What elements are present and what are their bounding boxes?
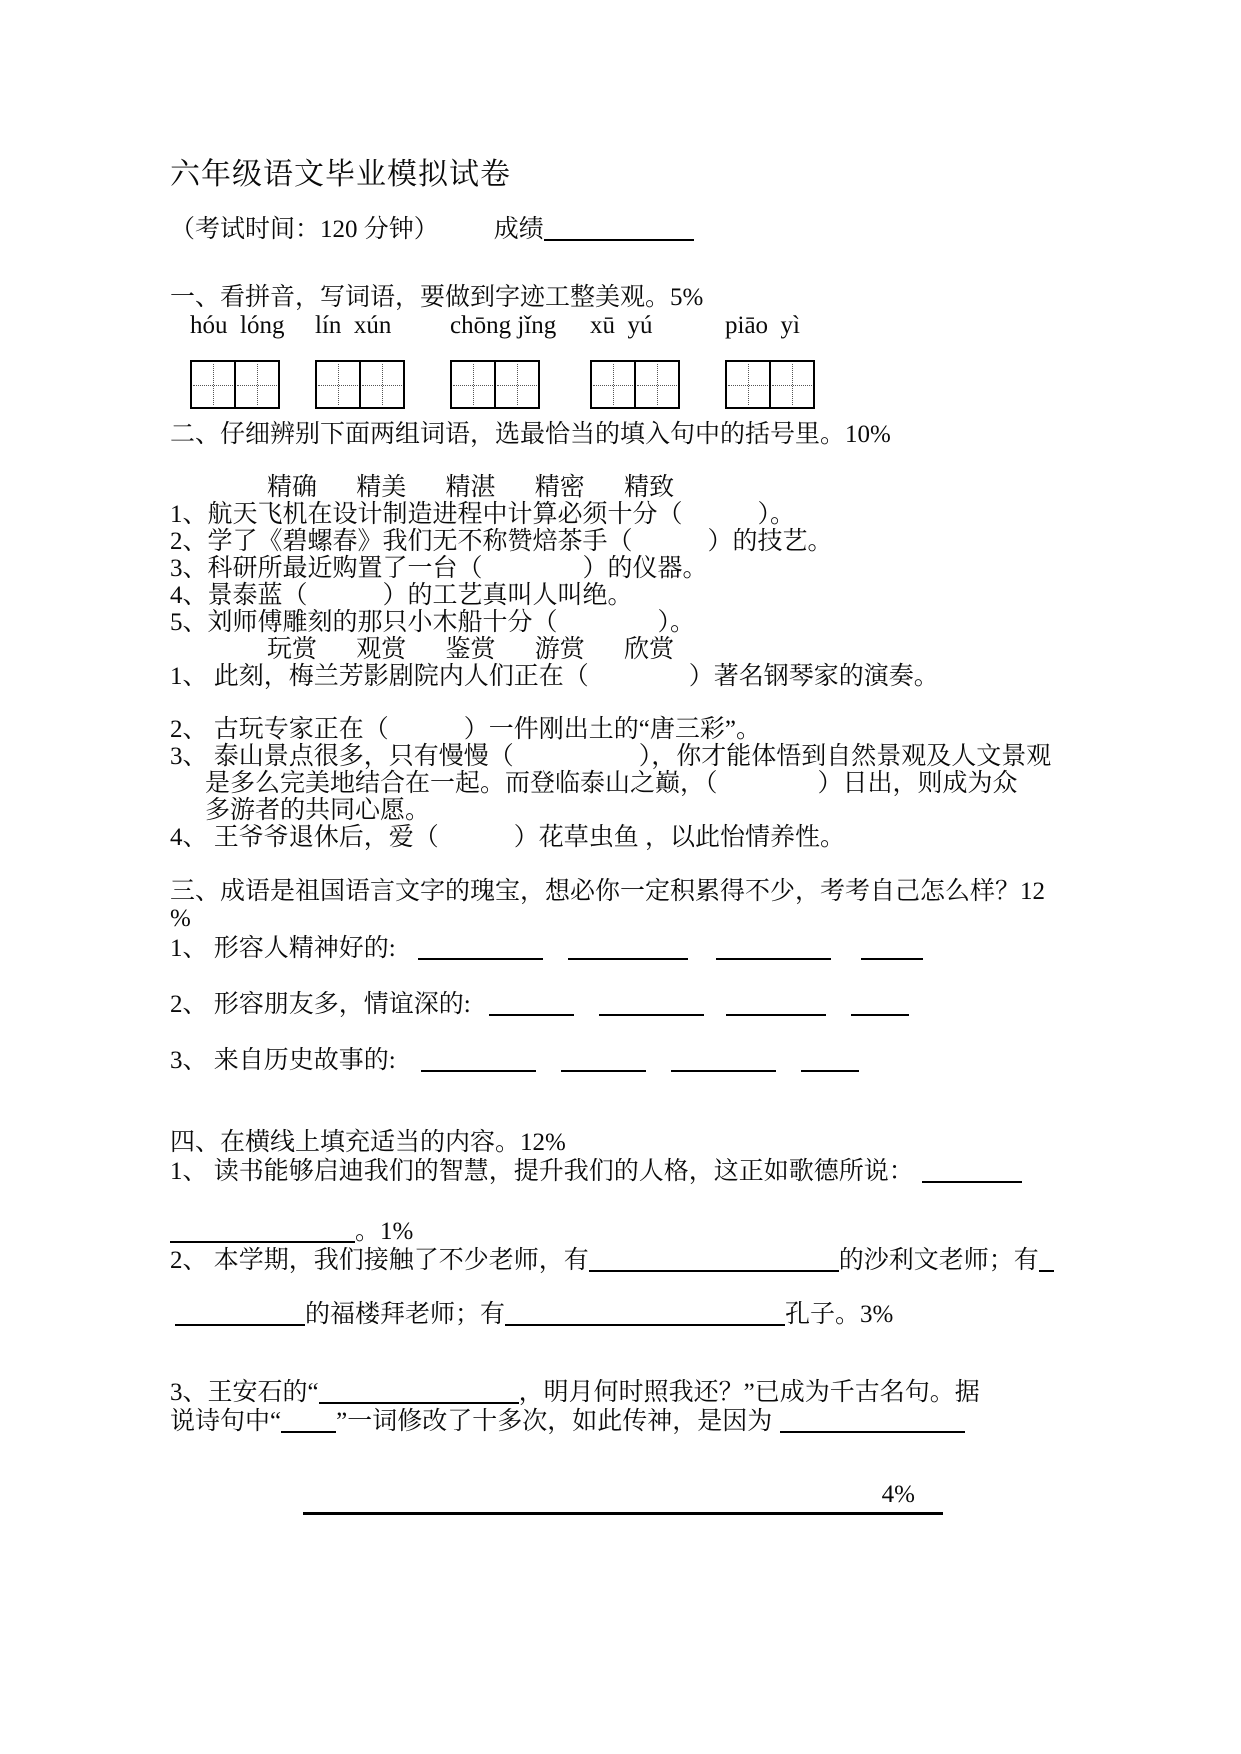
question-item: 2、学了《碧螺春》我们无不称赞焙茶手（ ）的技艺。 [170,528,833,555]
question-text: 说诗句中“ [170,1408,282,1435]
question-item: 2、 古玩专家正在（ ）一件刚出土的“唐三彩”。 [170,716,761,743]
question-text: 3、王安石的“ [170,1379,319,1406]
word-bank-word: 玩赏 [267,636,318,663]
exam-time-label: （考试时间：120 分钟） [170,216,439,243]
word-bank-word: 精美 [356,474,407,501]
writing-cell [494,362,538,407]
section2-heading: 二、仔细辨别下面两组词语，选最恰当的填入句中的括号里。10% [170,421,891,448]
section3-heading-line2: % [170,905,191,932]
answer-blank [589,1245,839,1272]
writing-boxes-row [170,360,1146,409]
word-bank-word: 精密 [534,474,585,501]
question-item: 5、刘师傅雕刻的那只小木船十分（ ）。 [170,609,696,636]
fill-question-line [170,1216,1146,1245]
word-bank-word: 欣赏 [624,636,675,663]
pinyin-word: hóu lóng [190,312,285,339]
score-4-label: 4% [881,1481,915,1508]
idiom-question [170,1045,1146,1074]
idiom-question [170,933,1146,962]
question-item: 1、航天飞机在设计制造进程中计算必须十分（ ）。 [170,501,796,528]
pinyin-word: piāo yì [725,312,800,339]
question-item: 4、景泰蓝（ ）的工艺真叫人叫绝。 [170,582,633,609]
question-text: 。1% [355,1218,414,1245]
score-label: 成绩 [493,216,544,243]
writing-box-group [190,360,280,409]
writing-box-group [590,360,680,409]
section3-heading [170,878,1146,932]
answer-blank [170,1216,355,1243]
pinyin-word: chōng jǐng [450,312,557,339]
writing-cell [727,362,769,407]
answer-blank [281,1406,336,1433]
word-bank-word: 游赏 [534,636,585,663]
answer-blank [505,1299,785,1326]
writing-cell [192,362,234,407]
writing-cell [452,362,494,407]
answer-blank [922,1156,1022,1183]
question-item: 1、 此刻，梅兰芳影剧院内人们正在（ ）著名钢琴家的演奏。 [170,663,939,690]
word-bank-word: 精湛 [445,474,496,501]
question-text: 的福楼拜老师；有 [305,1301,506,1328]
answer-blank [418,933,543,960]
fill-question-line [170,1245,1146,1274]
question-label: 3、 来自历史故事的: [170,1047,396,1074]
word-bank-1 [170,474,1146,501]
answer-blank [489,989,574,1016]
score-blank-line [544,214,694,241]
question-item-continuation: 多游者的共同心愿。 [205,797,431,824]
question-label: 2、 形容朋友多，情谊深的: [170,991,471,1018]
pinyin-word: lín xún [315,312,392,339]
pinyin-word: xū yú [590,312,653,339]
question-text: 的沙利文老师；有 [838,1247,1039,1274]
answer-blank [1039,1245,1054,1272]
exam-meta-row [170,214,1146,245]
answer-blank [568,933,688,960]
question-text: ”一词修改了十多次，如此传神，是因为 [336,1408,773,1435]
word-bank-word: 精致 [624,474,675,501]
writing-box-group [725,360,815,409]
answer-blank [851,989,909,1016]
writing-cell [634,362,678,407]
question-text: 孔子。3% [785,1301,894,1328]
answer-blank [319,1377,519,1404]
writing-cell [769,362,813,407]
question-item: 3、科研所最近购置了一台（ ）的仪器。 [170,555,708,582]
pinyin-row [170,312,1146,339]
word-bank-word: 观赏 [356,636,407,663]
fill-question-line [170,1406,1146,1435]
question-item: 4、 王爷爷退休后，爱（ ）花草虫鱼 ，以此怡情养性。 [170,824,846,851]
answer-blank [671,1045,776,1072]
answer-blank [421,1045,536,1072]
writing-box-group [315,360,405,409]
word-bank-word: 鉴赏 [445,636,496,663]
fill-question-line [170,1156,1146,1185]
answer-blank [861,933,923,960]
word-bank-2 [170,636,1146,663]
writing-box-group [450,360,540,409]
section4-heading: 四、在横线上填充适当的内容。12% [170,1129,566,1156]
section3-heading-line1: 三、成语是祖国语言文字的瑰宝，想必你一定积累得不少，考考自己怎么样？12 [170,878,1046,905]
writing-cell [359,362,403,407]
fill-question-line [170,1377,1146,1406]
answer-blank [561,1045,646,1072]
question-item-continuation: 是多么完美地结合在一起。而登临泰山之巅，（ ）日出，则成为众 [205,770,1018,797]
section1-heading: 一、看拼音，写词语，要做到字迹工整美观。5% [170,284,704,311]
fill-question-line [170,1299,1146,1328]
answer-blank [175,1299,305,1326]
writing-cell [317,362,359,407]
answer-blank [726,989,826,1016]
word-bank-word: 精确 [267,474,318,501]
page-title: 六年级语文毕业模拟试卷 [170,158,511,191]
question-text: 1、 读书能够启迪我们的智慧，提升我们的人格，这正如歌德所说： [170,1158,914,1185]
question-item: 3、 泰山景点很多，只有慢慢（ ），你才能体悟到自然景观及人文景观 [170,743,1052,770]
answer-blank [716,933,831,960]
answer-blank [599,989,704,1016]
question-label: 1、 形容人精神好的: [170,935,396,962]
answer-blank [801,1045,859,1072]
question-text: ，明月何时照我还？”已成为千古名句。据 [518,1379,980,1406]
final-answer-line [303,1481,943,1515]
question-text: 2、 本学期，我们接触了不少老师，有 [170,1247,589,1274]
writing-cell [234,362,278,407]
idiom-question [170,989,1146,1018]
writing-cell [592,362,634,407]
answer-blank [780,1406,965,1433]
